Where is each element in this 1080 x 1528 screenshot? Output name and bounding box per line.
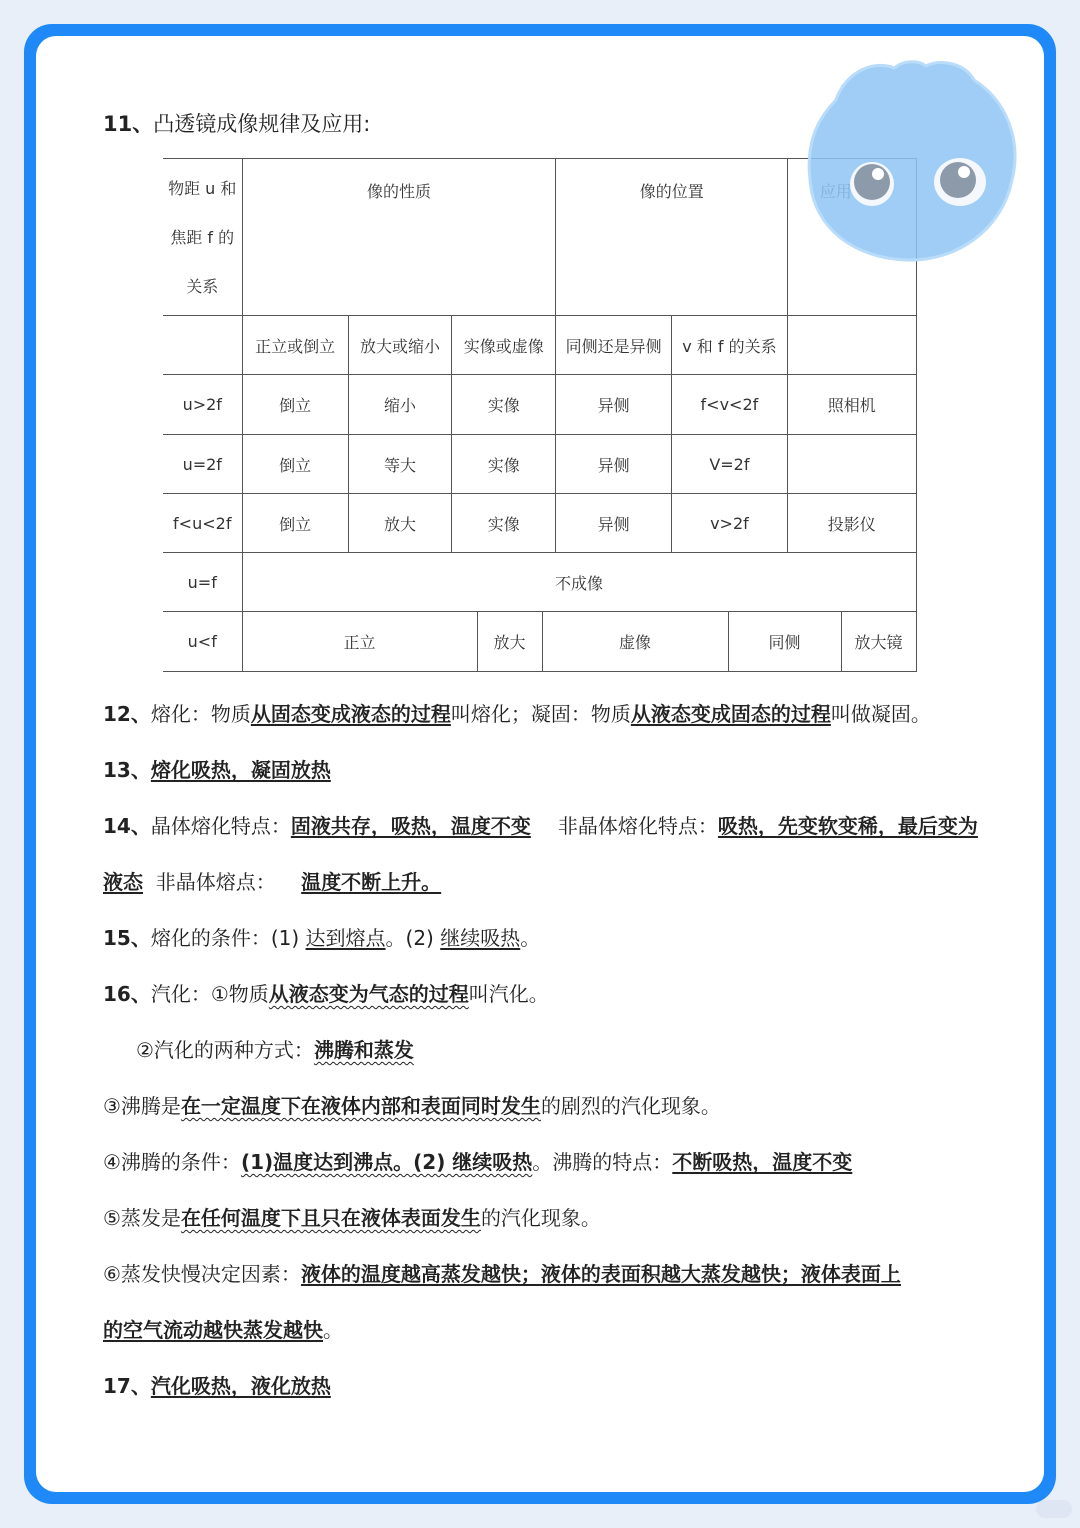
cell-uf: f<u<2f [163, 494, 242, 553]
text: 非晶体熔化特点： [557, 814, 718, 838]
section-number: 15、 [103, 926, 151, 950]
key-phrase: 液体的温度越高蒸发越快；液体的表面积越大蒸发越快；液体表面上 [300, 1262, 901, 1286]
section-16-item-4 [103, 1146, 852, 1175]
cell-side: 异侧 [556, 375, 671, 435]
cell-example: 照相机 [788, 375, 916, 435]
key-phrase: 从固态变成液态的过程 [250, 702, 451, 726]
cell-example: 投影仪 [788, 494, 916, 553]
text: ②汽化的两种方式： [136, 1038, 314, 1062]
key-phrase: 不断吸热，温度不变 [672, 1150, 853, 1174]
key-phrase: 汽化吸热，液化放热 [150, 1374, 331, 1398]
table-row [163, 375, 916, 435]
text: 。 [323, 1318, 343, 1342]
text: 。 [520, 926, 541, 950]
cell-example: 放大镜 [841, 612, 916, 671]
section-11-heading [103, 108, 370, 138]
text: 叫汽化。 [468, 982, 549, 1006]
text: ⑥蒸发快慢决定因素： [103, 1262, 301, 1286]
subheader-orientation: 正立或倒立 [242, 316, 348, 375]
section-16-item-5 [103, 1202, 601, 1231]
section-15 [103, 922, 540, 951]
cell-uf: u<f [163, 612, 242, 672]
key-phrase: 吸热，先变软变稀，最后变为 [717, 814, 978, 838]
cell-example [788, 435, 916, 494]
subheader-vf: v 和 f 的关系 [671, 316, 787, 375]
text: 晶体熔化特点： [150, 814, 291, 838]
header-image-nature: 像的性质 [242, 159, 556, 316]
cell-kind: 实像 [452, 375, 556, 435]
cell-orientation: 倒立 [242, 494, 348, 553]
section-number: 17、 [103, 1374, 151, 1398]
table-row [163, 494, 916, 553]
subheader-size: 放大或缩小 [348, 316, 451, 375]
cell-size: 放大 [477, 612, 542, 671]
text: 的剧烈的汽化现象。 [540, 1094, 721, 1118]
cell-no-image: 不成像 [242, 553, 916, 612]
cell-size: 等大 [348, 435, 451, 494]
key-phrase: 的空气流动越快蒸发越快 [103, 1318, 323, 1342]
subheader-side: 同侧还是异侧 [556, 316, 671, 375]
mascot-body [809, 62, 1015, 260]
cell-size: 放大 [348, 494, 451, 553]
cell-vf: v>2f [671, 494, 787, 553]
table-row [163, 553, 916, 612]
cell-vf: V=2f [671, 435, 787, 494]
text: 汽化：①物质 [150, 982, 269, 1006]
text: 熔化：物质 [150, 702, 251, 726]
cell-orientation: 倒立 [242, 435, 348, 494]
section-16-item-6-continued [103, 1314, 343, 1343]
table-row [163, 435, 916, 494]
key-phrase: 继续吸热 [440, 926, 521, 950]
cell-orientation: 正立 [343, 633, 376, 652]
key-phrase: (1)温度达到沸点。(2) 继续吸热 [240, 1150, 533, 1174]
key-phrase: 从液态变为气态的过程 [268, 982, 469, 1006]
virtual-image-row [242, 612, 916, 672]
key-phrase: 液态 [103, 870, 143, 894]
section-14 [103, 810, 978, 839]
key-phrase: 固液共存，吸热，温度不变 [290, 814, 531, 838]
key-phrase: 熔化吸热，凝固放热 [150, 758, 331, 782]
section-13 [103, 754, 331, 783]
section-17 [103, 1370, 331, 1399]
empty-cell [163, 316, 242, 375]
section-number: 13、 [103, 758, 151, 782]
key-phrase: 在一定温度下在液体内部和表面同时发生 [180, 1094, 541, 1118]
key-phrase: 沸腾和蒸发 [313, 1038, 414, 1062]
table-row [163, 612, 916, 672]
cell-uf: u=2f [163, 435, 242, 494]
section-16-item-3 [103, 1090, 721, 1119]
section-number: 11、 [103, 112, 154, 136]
section-number: 16、 [103, 982, 151, 1006]
section-12 [103, 698, 931, 727]
cell-size: 缩小 [348, 375, 451, 435]
cell-side: 异侧 [556, 435, 671, 494]
section-number: 14、 [103, 814, 151, 838]
lens-imaging-table [163, 158, 917, 672]
watermark-badge [1036, 1500, 1072, 1518]
text: 。(2) [385, 926, 441, 950]
cell-side: 异侧 [556, 494, 671, 553]
section-16 [103, 978, 549, 1007]
section-title: 凸透镜成像规律及应用: [153, 112, 371, 136]
cell-kind: 实像 [452, 435, 556, 494]
section-16-item-6 [103, 1258, 901, 1287]
cell-uf: u>2f [163, 375, 242, 435]
cell-kind: 虚像 [542, 612, 728, 671]
section-14-continued [103, 866, 451, 895]
cell-orientation: 倒立 [242, 375, 348, 435]
header-image-position: 像的位置 [556, 159, 788, 316]
text: ③沸腾是 [103, 1094, 181, 1118]
key-phrase: 从液态变成固态的过程 [630, 702, 831, 726]
cell-vf: f<v<2f [671, 375, 787, 435]
text: ⑤蒸发是 [103, 1206, 181, 1230]
empty-cell [788, 316, 916, 375]
header-uf-line: 物距 u 和 [168, 179, 237, 198]
section-16-item-2 [136, 1034, 414, 1063]
header-uf-line: 焦距 f 的 [170, 228, 235, 247]
text: 熔化的条件：(1) [150, 926, 306, 950]
key-phrase: 达到熔点 [305, 926, 386, 950]
subheader-kind: 实像或虚像 [452, 316, 556, 375]
text: 的汽化现象。 [480, 1206, 601, 1230]
key-phrase: 在任何温度下且只在液体表面发生 [180, 1206, 481, 1230]
cell-uf: u=f [163, 553, 242, 612]
key-phrase: 温度不断上升。 [301, 870, 442, 894]
text: 叫做凝固。 [830, 702, 931, 726]
text: ④沸腾的条件： [103, 1150, 241, 1174]
text: 非晶体熔点： [155, 870, 276, 894]
cell-kind: 实像 [452, 494, 556, 553]
mascot-blob-icon [806, 60, 1022, 266]
cell-side: 同侧 [728, 612, 841, 671]
section-number: 12、 [103, 702, 151, 726]
text: 叫熔化；凝固：物质 [450, 702, 631, 726]
header-uf-relation [163, 159, 242, 316]
header-uf-line: 关系 [186, 277, 219, 296]
text: 。沸腾的特点： [532, 1150, 673, 1174]
